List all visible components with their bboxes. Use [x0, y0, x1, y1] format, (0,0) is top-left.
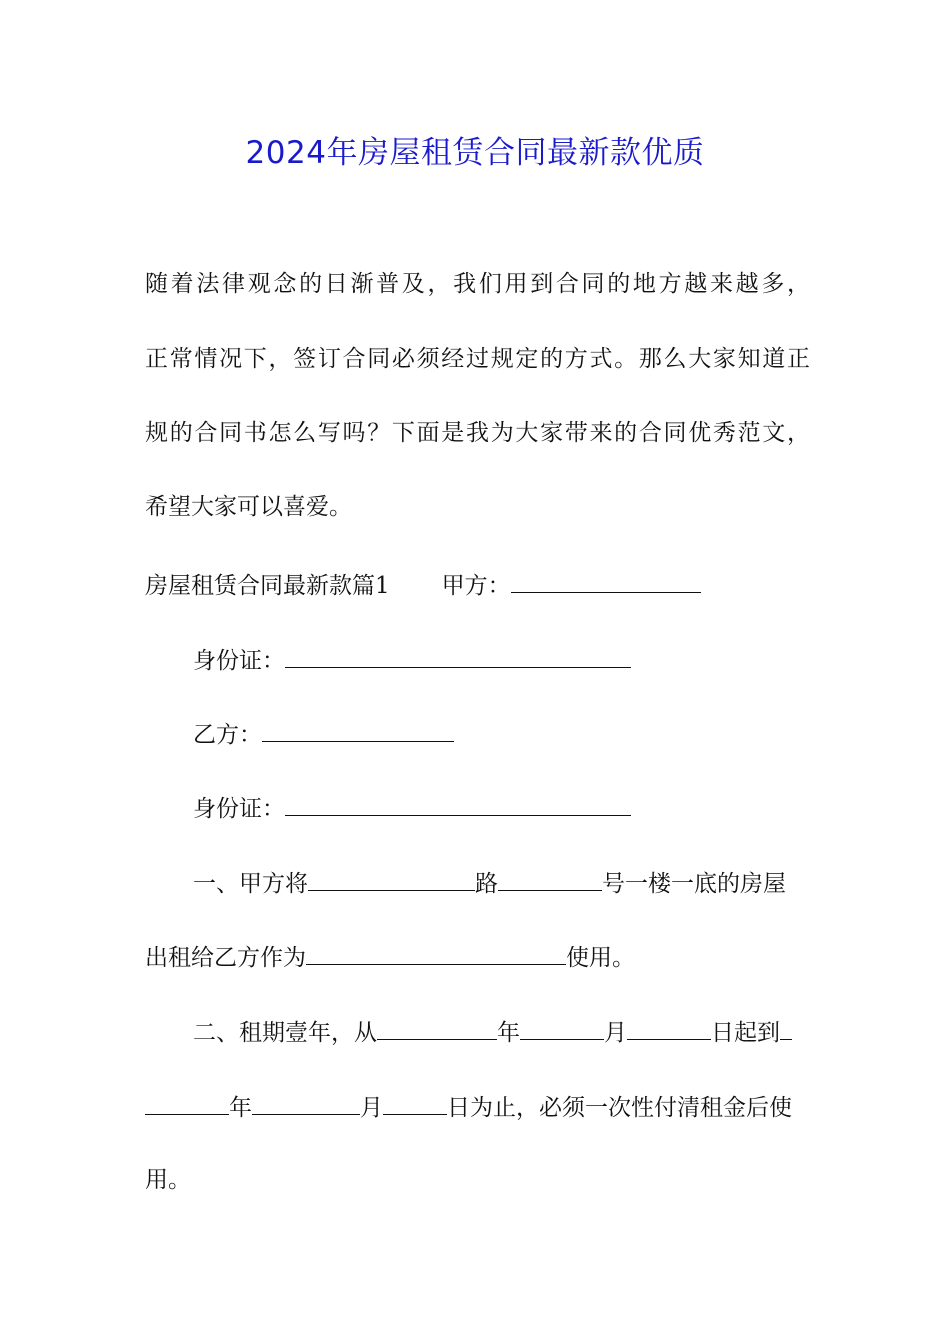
clause-2-line-2 — [145, 1088, 792, 1126]
intro-line-1: 随着法律观念的日渐普及，我们用到合同的地方越来越多， — [145, 271, 810, 297]
party-a-blank[interactable] — [511, 566, 701, 593]
start-day-label: 日起到 — [711, 1020, 780, 1046]
clause-2-payment-text: 日为止，必须一次性付清租金后使 — [447, 1095, 792, 1121]
start-month-label: 月 — [604, 1020, 627, 1046]
clause-1-line-1 — [193, 864, 786, 902]
clause-1-house-text: 号一楼一底的房屋 — [602, 871, 786, 897]
start-day-blank[interactable] — [627, 1013, 711, 1040]
party-b-id-label: 身份证： — [193, 796, 285, 822]
party-a-line — [145, 566, 701, 604]
start-month-blank[interactable] — [520, 1013, 604, 1040]
end-day-blank[interactable] — [383, 1088, 447, 1115]
number-blank[interactable] — [498, 864, 602, 891]
party-b-id-blank[interactable] — [285, 789, 631, 816]
clause-2-text: 二、租期壹年，从 — [193, 1020, 377, 1046]
clause-1-text: 一、甲方将 — [193, 871, 308, 897]
party-a-id-blank[interactable] — [285, 641, 631, 668]
end-month-label: 月 — [360, 1095, 383, 1121]
end-year-label: 年 — [229, 1095, 252, 1121]
clause-1-end-text: 使用。 — [566, 945, 635, 971]
party-a-label: 甲方： — [441, 573, 511, 599]
end-month-blank[interactable] — [252, 1088, 360, 1115]
party-a-id-line — [193, 641, 631, 679]
clause-2-line-3: 用。 — [145, 1167, 191, 1193]
intro-line-4: 希望大家可以喜爱。 — [145, 494, 352, 520]
party-b-label: 乙方： — [193, 722, 262, 748]
road-blank[interactable] — [308, 864, 475, 891]
intro-line-3: 规的合同书怎么写吗？下面是我为大家带来的合同优秀范文， — [145, 420, 810, 446]
start-year-blank[interactable] — [377, 1013, 497, 1040]
end-lead-blank[interactable] — [780, 1013, 792, 1040]
party-b-blank[interactable] — [262, 715, 454, 742]
clause-1-line-2 — [145, 938, 635, 976]
party-b-line — [193, 715, 454, 753]
intro-line-2: 正常情况下，签订合同必须经过规定的方式。那么大家知道正 — [145, 346, 810, 372]
clause-1-use-text: 出租给乙方作为 — [145, 945, 306, 971]
clause-1-road-text: 路 — [475, 871, 498, 897]
party-a-id-label: 身份证： — [193, 648, 285, 674]
section-heading: 房屋租赁合同最新款篇1 — [145, 573, 390, 599]
start-year-label: 年 — [497, 1020, 520, 1046]
party-b-id-line — [193, 789, 631, 827]
clause-2-line-1 — [193, 1013, 792, 1051]
purpose-blank[interactable] — [306, 938, 566, 965]
end-year-blank[interactable] — [145, 1088, 229, 1115]
document-title: 2024年房屋租赁合同最新款优质 — [245, 135, 705, 171]
